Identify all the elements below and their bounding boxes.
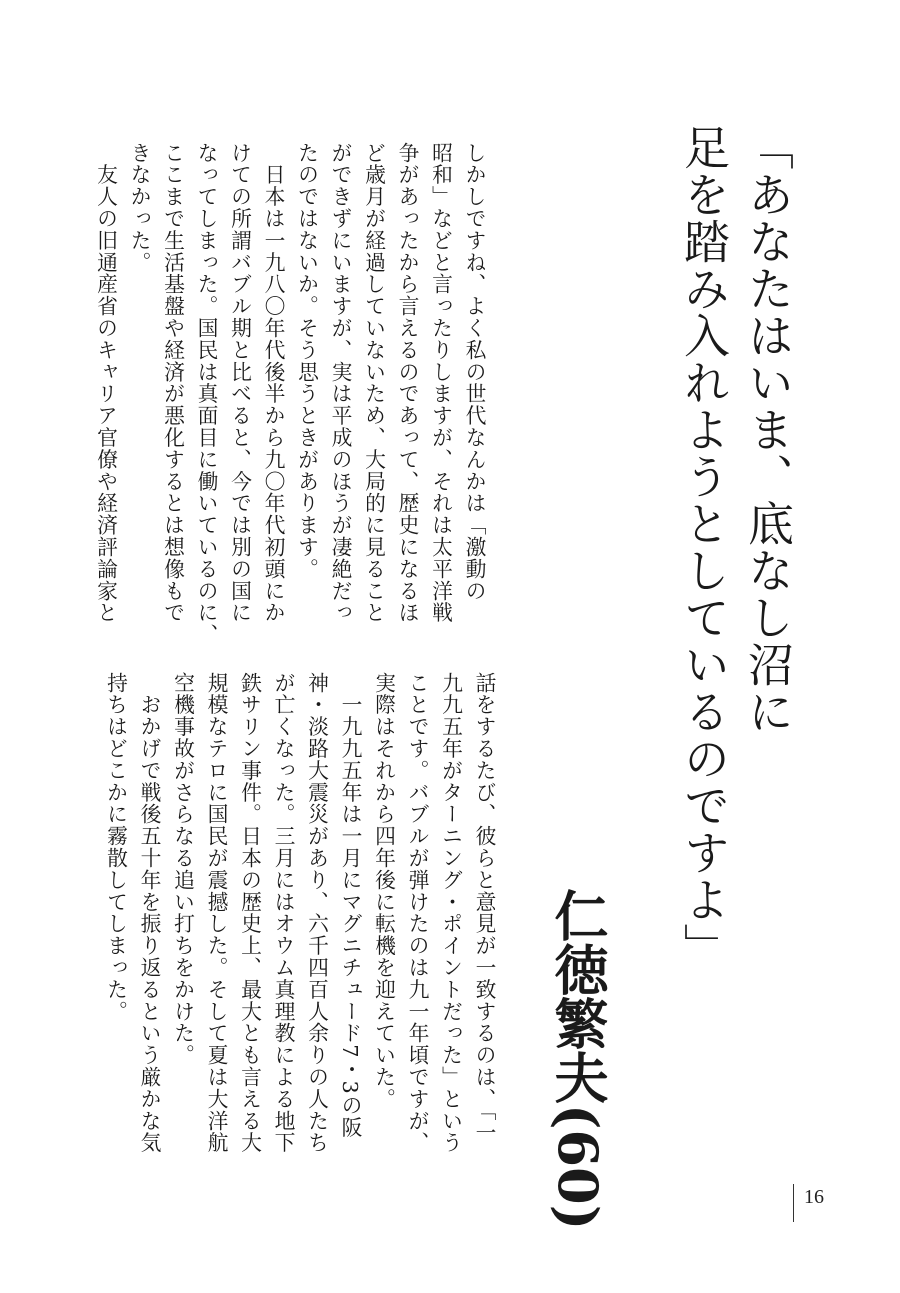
body-line: 話をするたび、彼らと意見が一致するのは、「一 — [472, 672, 496, 1144]
body-line: 争があったから言えるのであって、歴史になるほ — [395, 142, 419, 624]
body-line: 実際はそれから四年後に転機を迎えていた。 — [371, 672, 396, 1110]
body-line: おかげで戦後五十年を振り返るという厳かな気 — [137, 672, 161, 1154]
body-line: けての所謂バブル期と比べると、今では別の国に — [227, 142, 252, 624]
body-line: 友人の旧通産省のキャリア官僚や経済評論家と — [93, 142, 118, 624]
body-line: 一九九五年は一月にマグニチュード7・3の阪 — [338, 672, 362, 1139]
body-line: が亡くなった。三月にはオウム真理教による地下 — [271, 672, 295, 1154]
page-number: 16 — [793, 1184, 824, 1222]
author-byline — [540, 888, 610, 1231]
author-age: (60) — [546, 1104, 610, 1231]
title-line-2: 足を踏み入れようとしているのですよ」 — [677, 124, 731, 970]
body-line: ど歳月が経過していないため、大局的に見ること — [361, 142, 386, 624]
body-line: たのではないか。そう思うときがあります。 — [294, 142, 319, 580]
body-line: 神・淡路大震災があり、六千四百人余りの人たち — [304, 672, 329, 1154]
body-line: 昭和」などと言ったりしますが、それは太平洋戦 — [428, 142, 453, 624]
body-line: 九九五年がターニング・ポイントだった」という — [438, 672, 463, 1154]
body-line: 規模なテロに国民が震撼した。そして夏は大洋航 — [204, 672, 228, 1154]
body-text-upper — [93, 142, 490, 646]
body-line: 鉄サリン事件。日本の歴史上、最大とも言える大 — [237, 672, 262, 1154]
body-line: きなかった。 — [127, 142, 151, 274]
body-line: 日本は一九八〇年代後半から九〇年代初頭にか — [261, 142, 285, 624]
body-line: しかしですね、よく私の世代なんかは「激動の — [462, 142, 486, 602]
body-line: 空機事故がさらなる追い打ちをかけた。 — [170, 672, 195, 1067]
body-line: 持ちはどこかに霧散してしまった。 — [103, 672, 128, 1023]
author-name: 仁徳繁夫 — [546, 888, 610, 1104]
title-line-1: 「あなたはいま、底なし沼に — [741, 124, 795, 735]
body-line: なってしまった。国民は真面目に働いているのに、 — [194, 142, 218, 646]
body-line: ここまで生活基盤や経済が悪化するとは想像もで — [160, 142, 185, 624]
body-text-lower — [100, 672, 500, 1162]
body-line: ができずにいますが、実は平成のほうが凄絶だっ — [328, 142, 352, 624]
body-line: ことです。バブルが弾けたのは九一年頃ですが、 — [405, 672, 429, 1154]
article-title — [660, 124, 800, 970]
